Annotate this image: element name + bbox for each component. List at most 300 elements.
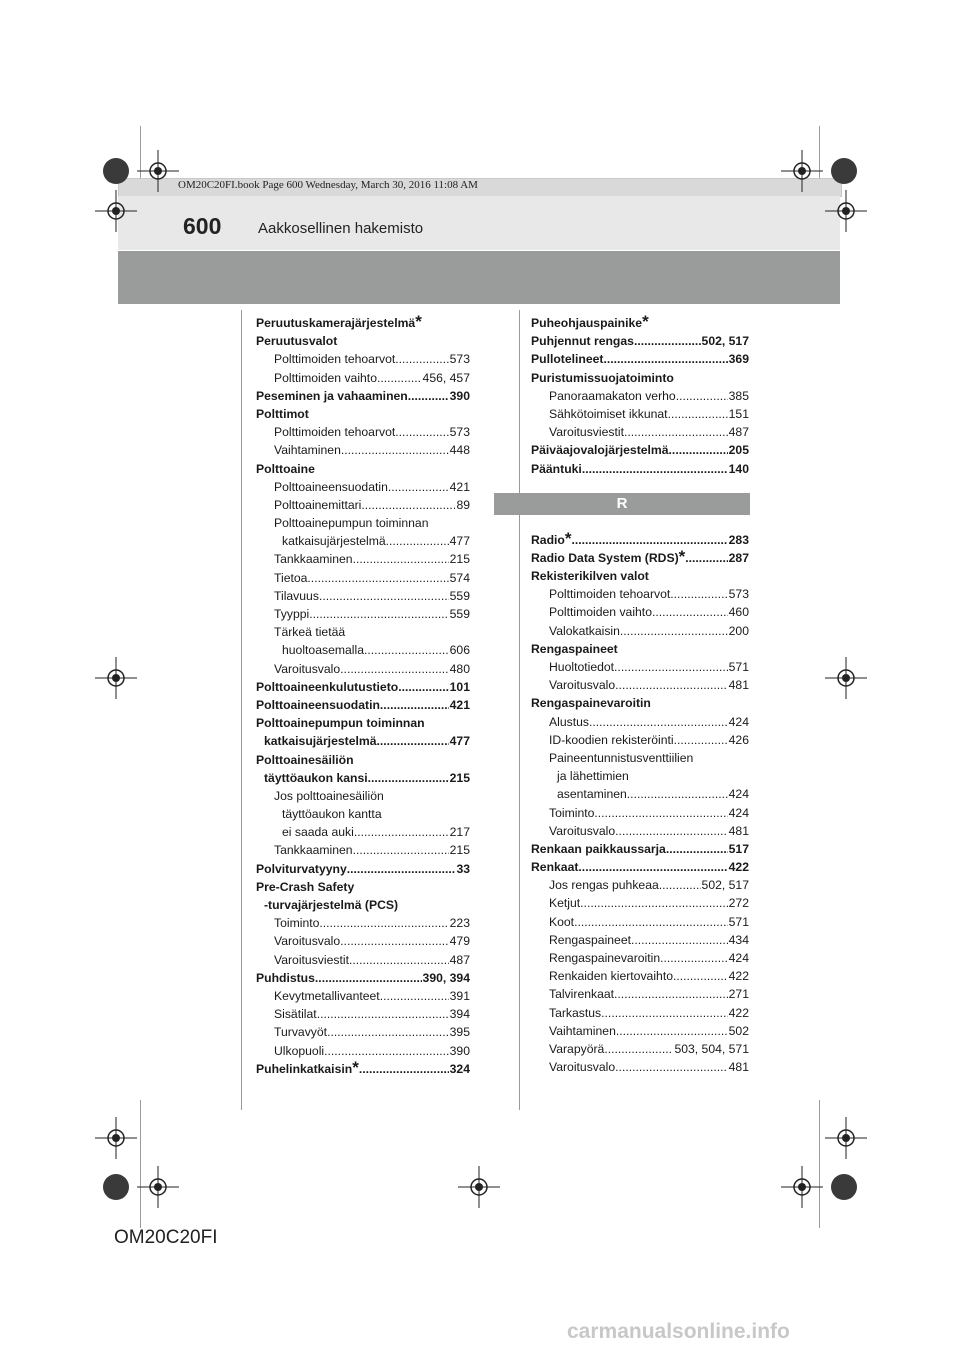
- index-entry-page: 571: [728, 660, 749, 674]
- index-entry: [256, 405, 470, 423]
- index-entry-term: Renkaiden kiertovaihto: [549, 969, 673, 984]
- crop-line-bottom-left: [140, 1100, 141, 1228]
- registration-mark-icon: [95, 1117, 137, 1159]
- index-entry-term: Turvavyöt: [274, 1025, 328, 1040]
- index-entry-term: Polttoainesäiliön: [256, 752, 354, 767]
- dot-leader: [327, 1023, 449, 1041]
- index-entry: Radio * ..... 283: [531, 531, 749, 549]
- dot-leader: [353, 841, 449, 859]
- index-entry-term: Toiminto: [549, 805, 595, 820]
- index-entry-term: Varoitusvalo: [274, 934, 341, 949]
- index-entry: [256, 841, 470, 859]
- index-entry-term: Polttimoiden tehoarvot: [274, 352, 396, 367]
- index-entry-term: ei saada auki: [282, 825, 354, 840]
- index-entry: [531, 640, 749, 658]
- index-entry: [256, 423, 470, 441]
- index-entry: [256, 914, 470, 932]
- index-entry-term: Polttimoiden vaihto: [549, 605, 652, 620]
- index-entry-page: 283: [728, 532, 749, 547]
- section-header-r: R: [494, 493, 750, 515]
- index-entry: [256, 769, 470, 787]
- index-entry: [531, 949, 749, 967]
- index-entry: [256, 605, 470, 623]
- index-entry-term: Renkaan paikkaussarja: [531, 841, 666, 856]
- dot-leader: [354, 823, 449, 841]
- index-entry-term: Varoitusviestit: [549, 425, 624, 440]
- registration-mark-icon: [458, 1166, 500, 1208]
- index-entry: [531, 804, 749, 822]
- index-entry-term: Polttoainepumpun toiminnan: [274, 516, 429, 531]
- dot-leader: [616, 1022, 728, 1040]
- dot-leader: [666, 840, 728, 858]
- index-entry: [531, 460, 749, 478]
- printer-target-icon: [829, 1172, 859, 1202]
- index-entry: [531, 1022, 749, 1040]
- index-entry-term: Radio: [531, 532, 565, 547]
- registration-mark-icon: [825, 657, 867, 699]
- dot-leader: [376, 732, 448, 750]
- index-entry-term: täyttöaukon kantta: [282, 807, 382, 822]
- index-entry: [531, 785, 749, 803]
- dot-leader: [594, 804, 727, 822]
- index-entry-term: Päiväajovalojärjestelmä: [531, 443, 669, 458]
- index-entry-term: Polttoaineensuodatin: [256, 697, 380, 712]
- index-entry: [531, 350, 749, 368]
- index-entry-page: 487: [449, 952, 470, 967]
- registration-mark-icon: [781, 1166, 823, 1208]
- dot-leader: [571, 531, 727, 549]
- index-list-p-continued: [531, 314, 749, 478]
- document-code: OM20C20FI: [114, 1227, 218, 1248]
- dot-leader: [669, 441, 728, 459]
- dot-leader: [660, 949, 728, 967]
- printer-target-icon: [829, 156, 859, 186]
- index-entry-term: Rengaspainevaroitin: [549, 951, 661, 965]
- index-entry: [531, 387, 749, 405]
- index-entry: [531, 423, 749, 441]
- dot-leader: [624, 423, 728, 441]
- index-entry-term: Tankkaaminen: [274, 843, 353, 858]
- index-entry-page: 101: [449, 679, 470, 694]
- index-entry-page: 503, 504, 571: [674, 1041, 749, 1056]
- index-entry-page: 422: [728, 860, 749, 875]
- index-entry: Radio Data System (RDS) * ..... 287: [531, 549, 749, 567]
- dot-leader: [631, 931, 728, 949]
- index-entry-term: Polviturvatyyny: [256, 861, 347, 876]
- index-entry-page: 559: [449, 588, 470, 603]
- index-entry-page: 200: [728, 623, 749, 638]
- index-entry-term: Polttoaineenkulutustieto: [256, 679, 399, 694]
- index-entry: [256, 932, 470, 950]
- index-entry-term: Polttoainepumpun toiminnan: [256, 716, 425, 731]
- index-entry: [256, 1023, 470, 1041]
- index-entry-term: Jos polttoainesäiliön: [274, 788, 384, 803]
- dot-leader: [603, 350, 727, 368]
- dot-leader: [627, 785, 728, 803]
- index-entry-term: Puristumissuojatoiminto: [531, 370, 674, 385]
- page-title: Aakkosellinen hakemisto: [258, 220, 424, 237]
- index-entry-page: 448: [449, 443, 470, 458]
- dot-leader: [620, 622, 728, 640]
- crop-line-bottom-right: [819, 1100, 820, 1228]
- index-entry: [531, 967, 749, 985]
- index-entry: [256, 460, 470, 478]
- index-entry: [531, 876, 749, 894]
- index-entry-term: Sähkötoimiset ikkunat: [549, 406, 668, 421]
- dot-leader: [388, 478, 449, 496]
- index-entry: [256, 732, 470, 750]
- index-entry-page: 424: [728, 805, 749, 820]
- dot-leader: [589, 713, 728, 731]
- index-entry-term: Tietoa: [274, 570, 308, 585]
- index-entry-page: 481: [728, 823, 749, 838]
- index-entry: [256, 623, 470, 641]
- index-entry-term: Puhjennut rengas: [531, 334, 634, 349]
- registration-mark-icon: [137, 150, 179, 192]
- index-entry-page: 424: [728, 787, 749, 802]
- index-entry: Peruutuskamerajärjestelmä *: [256, 312, 422, 331]
- index-entry-page: 424: [728, 951, 749, 965]
- index-entry-page: 324: [449, 1061, 470, 1076]
- index-entry-page: 573: [728, 587, 749, 602]
- index-entry: [531, 840, 749, 858]
- index-list-r: [531, 528, 749, 1077]
- index-entry-term: Varoitusvalo: [549, 1060, 616, 1075]
- index-entry: [256, 696, 470, 714]
- index-entry-term: Vaihtaminen: [549, 1023, 616, 1038]
- index-entry: [531, 1040, 749, 1058]
- index-entry: [256, 823, 470, 841]
- index-entry: [256, 441, 470, 459]
- index-entry-page: 395: [449, 1025, 470, 1040]
- index-column-left: [256, 314, 470, 1078]
- printer-target-icon: [101, 156, 131, 186]
- index-entry-page: 33: [456, 861, 470, 876]
- index-entry: [256, 878, 470, 896]
- index-entry-page: 559: [449, 607, 470, 621]
- dot-leader: [377, 369, 422, 387]
- index-entry: [531, 658, 749, 676]
- index-entry-term: -turvajärjestelmä (PCS): [264, 898, 399, 912]
- index-entry: [531, 441, 749, 459]
- registration-mark-icon: [137, 1166, 179, 1208]
- dot-leader: [673, 967, 728, 985]
- index-entry-term: Varoitusviestit: [274, 952, 349, 967]
- dot-leader: [574, 913, 728, 931]
- dot-leader: [341, 441, 449, 459]
- dot-leader: [315, 969, 422, 987]
- index-entry: [256, 805, 470, 823]
- dot-leader: [634, 332, 701, 350]
- index-entry: [256, 569, 470, 587]
- dot-leader: [601, 1004, 728, 1022]
- index-entry-page: 460: [728, 605, 749, 620]
- index-entry-term: Toiminto: [274, 916, 320, 931]
- dot-leader: [395, 423, 448, 441]
- dot-leader: [353, 550, 449, 568]
- dot-leader: [578, 858, 727, 876]
- index-entry-page: 421: [449, 479, 470, 494]
- dot-leader: [340, 660, 448, 678]
- index-entry-term: Puheohjauspainike: [531, 316, 643, 330]
- index-entry-term: Rengaspaineet: [549, 932, 631, 947]
- index-entry: [256, 969, 470, 987]
- index-entry-term: Polttimoiden tehoarvot: [549, 587, 671, 602]
- index-entry: [256, 1042, 470, 1060]
- dot-leader: [614, 658, 728, 676]
- index-entry-page: 517: [728, 841, 749, 856]
- dot-leader: [604, 1040, 673, 1058]
- index-entry: [531, 749, 749, 767]
- index-entry: [531, 694, 749, 712]
- index-entry: [531, 913, 749, 931]
- index-entry-page: 151: [728, 406, 749, 421]
- dot-leader: [359, 1060, 449, 1078]
- index-entry-term: Vaihtaminen: [274, 443, 341, 458]
- dot-leader: [361, 496, 455, 514]
- index-entry-term: Polttoainemittari: [274, 497, 362, 512]
- index-entry-term: Polttoaineensuodatin: [274, 479, 388, 494]
- index-entry: [256, 587, 470, 605]
- index-entry-page: 271: [728, 987, 749, 1002]
- index-entry-page: 426: [728, 732, 749, 747]
- index-entry-term: katkaisujärjestelmä: [282, 534, 386, 549]
- index-entry-term: Puhelinkatkaisin: [256, 1061, 353, 1076]
- index-entry-term: Ketjut: [549, 896, 581, 911]
- index-entry-term: Polttimoiden tehoarvot: [274, 425, 396, 440]
- index-entry-page: 480: [449, 661, 470, 676]
- index-entry-term: Kevytmetallivanteet: [274, 988, 380, 1003]
- dot-leader: [364, 641, 449, 659]
- page-number: 600: [183, 213, 222, 239]
- index-entry-term: Rengaspainevaroitin: [531, 696, 651, 711]
- index-entry: [531, 1004, 749, 1022]
- index-entry: [256, 678, 470, 696]
- index-entry-term: Peruutuskamerajärjestelmä: [256, 316, 416, 330]
- index-entry: [256, 751, 470, 769]
- index-entry: [256, 660, 470, 678]
- index-entry: [531, 405, 749, 423]
- dot-leader: [652, 603, 728, 621]
- dot-leader: [307, 569, 448, 587]
- dot-leader: [349, 951, 449, 969]
- index-entry-page: 89: [456, 497, 470, 512]
- index-entry: [531, 369, 749, 387]
- index-entry: [531, 332, 749, 350]
- index-entry-term: Talvirenkaat: [549, 987, 615, 1002]
- index-entry: [531, 585, 749, 603]
- index-entry-page: 481: [728, 678, 749, 693]
- registration-mark-icon: [781, 150, 823, 192]
- index-entry: Puheohjauspainike *: [531, 312, 649, 331]
- index-entry: [256, 332, 470, 350]
- index-entry-page: 223: [449, 916, 470, 931]
- index-entry-term: Varapyörä: [549, 1041, 605, 1056]
- index-entry-page: 205: [728, 443, 749, 458]
- index-entry-term: Valokatkaisin: [549, 623, 620, 638]
- index-entry-term: Paineentunnistusventtiilien: [549, 750, 694, 765]
- index-entry-page: 487: [728, 425, 749, 440]
- dot-leader: [324, 1042, 449, 1060]
- index-entry-term: ja lähettimien: [557, 769, 629, 784]
- index-entry-page: 215: [449, 770, 470, 785]
- index-entry: [531, 622, 749, 640]
- index-entry-term: Puhdistus: [256, 970, 315, 985]
- print-stamp: OM20C20FI.book Page 600 Wednesday, March 30, 2016 11:08 AM: [178, 179, 478, 191]
- index-entry: [531, 676, 749, 694]
- index-entry-page: 434: [728, 932, 749, 947]
- index-entry: [531, 567, 749, 585]
- index-entry-term: Radio Data System (RDS): [531, 550, 679, 565]
- index-entry-page: 481: [728, 1060, 749, 1075]
- index-entry: [256, 514, 470, 532]
- index-entry: [531, 767, 749, 785]
- index-entry-term: Tyyppi: [274, 607, 310, 621]
- index-entry: [256, 387, 470, 405]
- index-entry: [256, 987, 470, 1005]
- dot-leader: [668, 405, 728, 423]
- dot-leader: [685, 549, 727, 567]
- index-entry-term: Peruutusvalot: [256, 334, 338, 349]
- index-entry-page: 502, 517: [701, 878, 749, 893]
- index-entry-page: 390, 394: [422, 970, 470, 985]
- dot-leader: [582, 460, 728, 478]
- index-entry-term: Peseminen ja vahaaminen: [256, 388, 408, 403]
- index-entry-term: Tarkastus: [549, 1005, 602, 1020]
- dot-leader: [380, 696, 449, 714]
- dot-leader: [398, 678, 448, 696]
- index-entry-page: 215: [449, 552, 470, 567]
- index-entry-term: Polttimot: [256, 406, 309, 421]
- index-entry-term: Tärkeä tietää: [274, 625, 346, 640]
- index-entry-page: 477: [449, 734, 470, 749]
- index-entry-term: Polttoaine: [256, 461, 315, 476]
- dot-leader: [347, 860, 456, 878]
- index-entry-page: 606: [449, 643, 470, 658]
- registration-mark-icon: [825, 190, 867, 232]
- dot-leader: [674, 731, 728, 749]
- index-entry-term: Polttimoiden vaihto: [274, 370, 377, 385]
- index-entry-page: 422: [728, 1005, 749, 1020]
- printer-target-icon: [101, 1172, 131, 1202]
- index-entry-term: Tilavuus: [274, 588, 319, 603]
- index-entry-page: 479: [449, 934, 470, 949]
- index-entry-term: Pullotelineet: [531, 352, 604, 367]
- dot-leader: [309, 605, 448, 623]
- index-entry-term: Ulkopuoli: [274, 1043, 325, 1058]
- index-entry-page: 369: [728, 352, 749, 367]
- index-entry: [531, 1058, 749, 1076]
- index-entry-term: Alustus: [549, 714, 589, 729]
- index-entry-page: 390: [449, 1043, 470, 1058]
- dot-leader: [319, 914, 448, 932]
- index-entry-term: Rengaspaineet: [531, 641, 618, 656]
- index-entry: [531, 985, 749, 1003]
- registration-mark-icon: [825, 1117, 867, 1159]
- index-entry-term: Renkaat: [531, 860, 579, 875]
- registration-mark-icon: [95, 657, 137, 699]
- index-entry: Puhelinkatkaisin * ..... 324: [256, 1060, 470, 1078]
- index-entry: [256, 350, 470, 368]
- header-gray-bar: [118, 251, 840, 304]
- index-entry: [531, 822, 749, 840]
- index-entry-page: 421: [449, 697, 470, 712]
- index-entry-term: Varoitusvalo: [549, 823, 616, 838]
- index-entry-page: 424: [728, 714, 749, 729]
- page-header: [118, 196, 840, 250]
- index-entry-term: Varoitusvalo: [549, 678, 616, 693]
- index-entry: [256, 532, 470, 550]
- index-entry-page: 140: [728, 461, 749, 476]
- index-entry-page: 390: [449, 388, 470, 403]
- index-entry-term: Jos rengas puhkeaa: [549, 878, 659, 893]
- index-entry-term: Varoitusvalo: [274, 661, 341, 676]
- index-entry: [531, 931, 749, 949]
- index-entry-page: 391: [449, 988, 470, 1003]
- dot-leader: [340, 932, 448, 950]
- index-entry: [531, 894, 749, 912]
- index-entry-term: Pääntuki: [531, 461, 582, 476]
- index-entry-term: huoltoasemalla: [282, 643, 364, 658]
- dot-leader: [319, 587, 449, 605]
- index-entry-page: 287: [728, 550, 749, 565]
- index-entry-page: 573: [449, 425, 470, 440]
- index-column-right: [531, 314, 749, 1076]
- index-entry: [256, 714, 470, 732]
- dot-leader: [580, 894, 727, 912]
- index-entry: [256, 369, 470, 387]
- index-entry-page: 272: [728, 896, 749, 911]
- dot-leader: [670, 585, 727, 603]
- index-entry: [256, 860, 470, 878]
- dot-leader: [317, 1005, 449, 1023]
- index-entry: [531, 713, 749, 731]
- dot-leader: [408, 387, 449, 405]
- registration-mark-icon: [95, 190, 137, 232]
- dot-leader: [614, 985, 728, 1003]
- index-entry-page: 217: [449, 825, 470, 840]
- index-entry-page: 394: [449, 1007, 470, 1022]
- dot-leader: [615, 822, 727, 840]
- dot-leader: [386, 532, 449, 550]
- dot-leader: [676, 387, 728, 405]
- index-entry-page: 215: [449, 843, 470, 858]
- index-entry-term: asentaminen: [557, 787, 627, 802]
- index-entry-page: 571: [728, 914, 749, 929]
- index-entry-term: Pre-Crash Safety: [256, 879, 355, 894]
- index-entry-term: Huoltotiedot: [549, 660, 615, 674]
- index-entry-page: 573: [449, 352, 470, 367]
- index-entry-term: Sisätilat: [274, 1007, 317, 1022]
- index-entry-term: ID-koodien rekisteröinti: [549, 732, 674, 747]
- column-divider-center: [519, 310, 520, 1110]
- watermark-logo: carmanualsonline.info: [567, 1320, 790, 1343]
- dot-leader: [615, 676, 727, 694]
- dot-leader: [659, 876, 701, 894]
- index-entry-term: Panoraamakaton verho: [549, 388, 676, 403]
- index-entry: [256, 896, 470, 914]
- index-entry-page: 574: [449, 570, 470, 585]
- index-entry: [531, 858, 749, 876]
- index-entry-page: 477: [449, 534, 470, 549]
- dot-leader: [380, 987, 449, 1005]
- column-divider-left: [241, 310, 242, 1110]
- index-entry-term: Koot: [549, 914, 575, 929]
- index-entry-page: 385: [728, 388, 749, 403]
- index-entry: [256, 478, 470, 496]
- index-entry: [531, 603, 749, 621]
- index-entry: [531, 731, 749, 749]
